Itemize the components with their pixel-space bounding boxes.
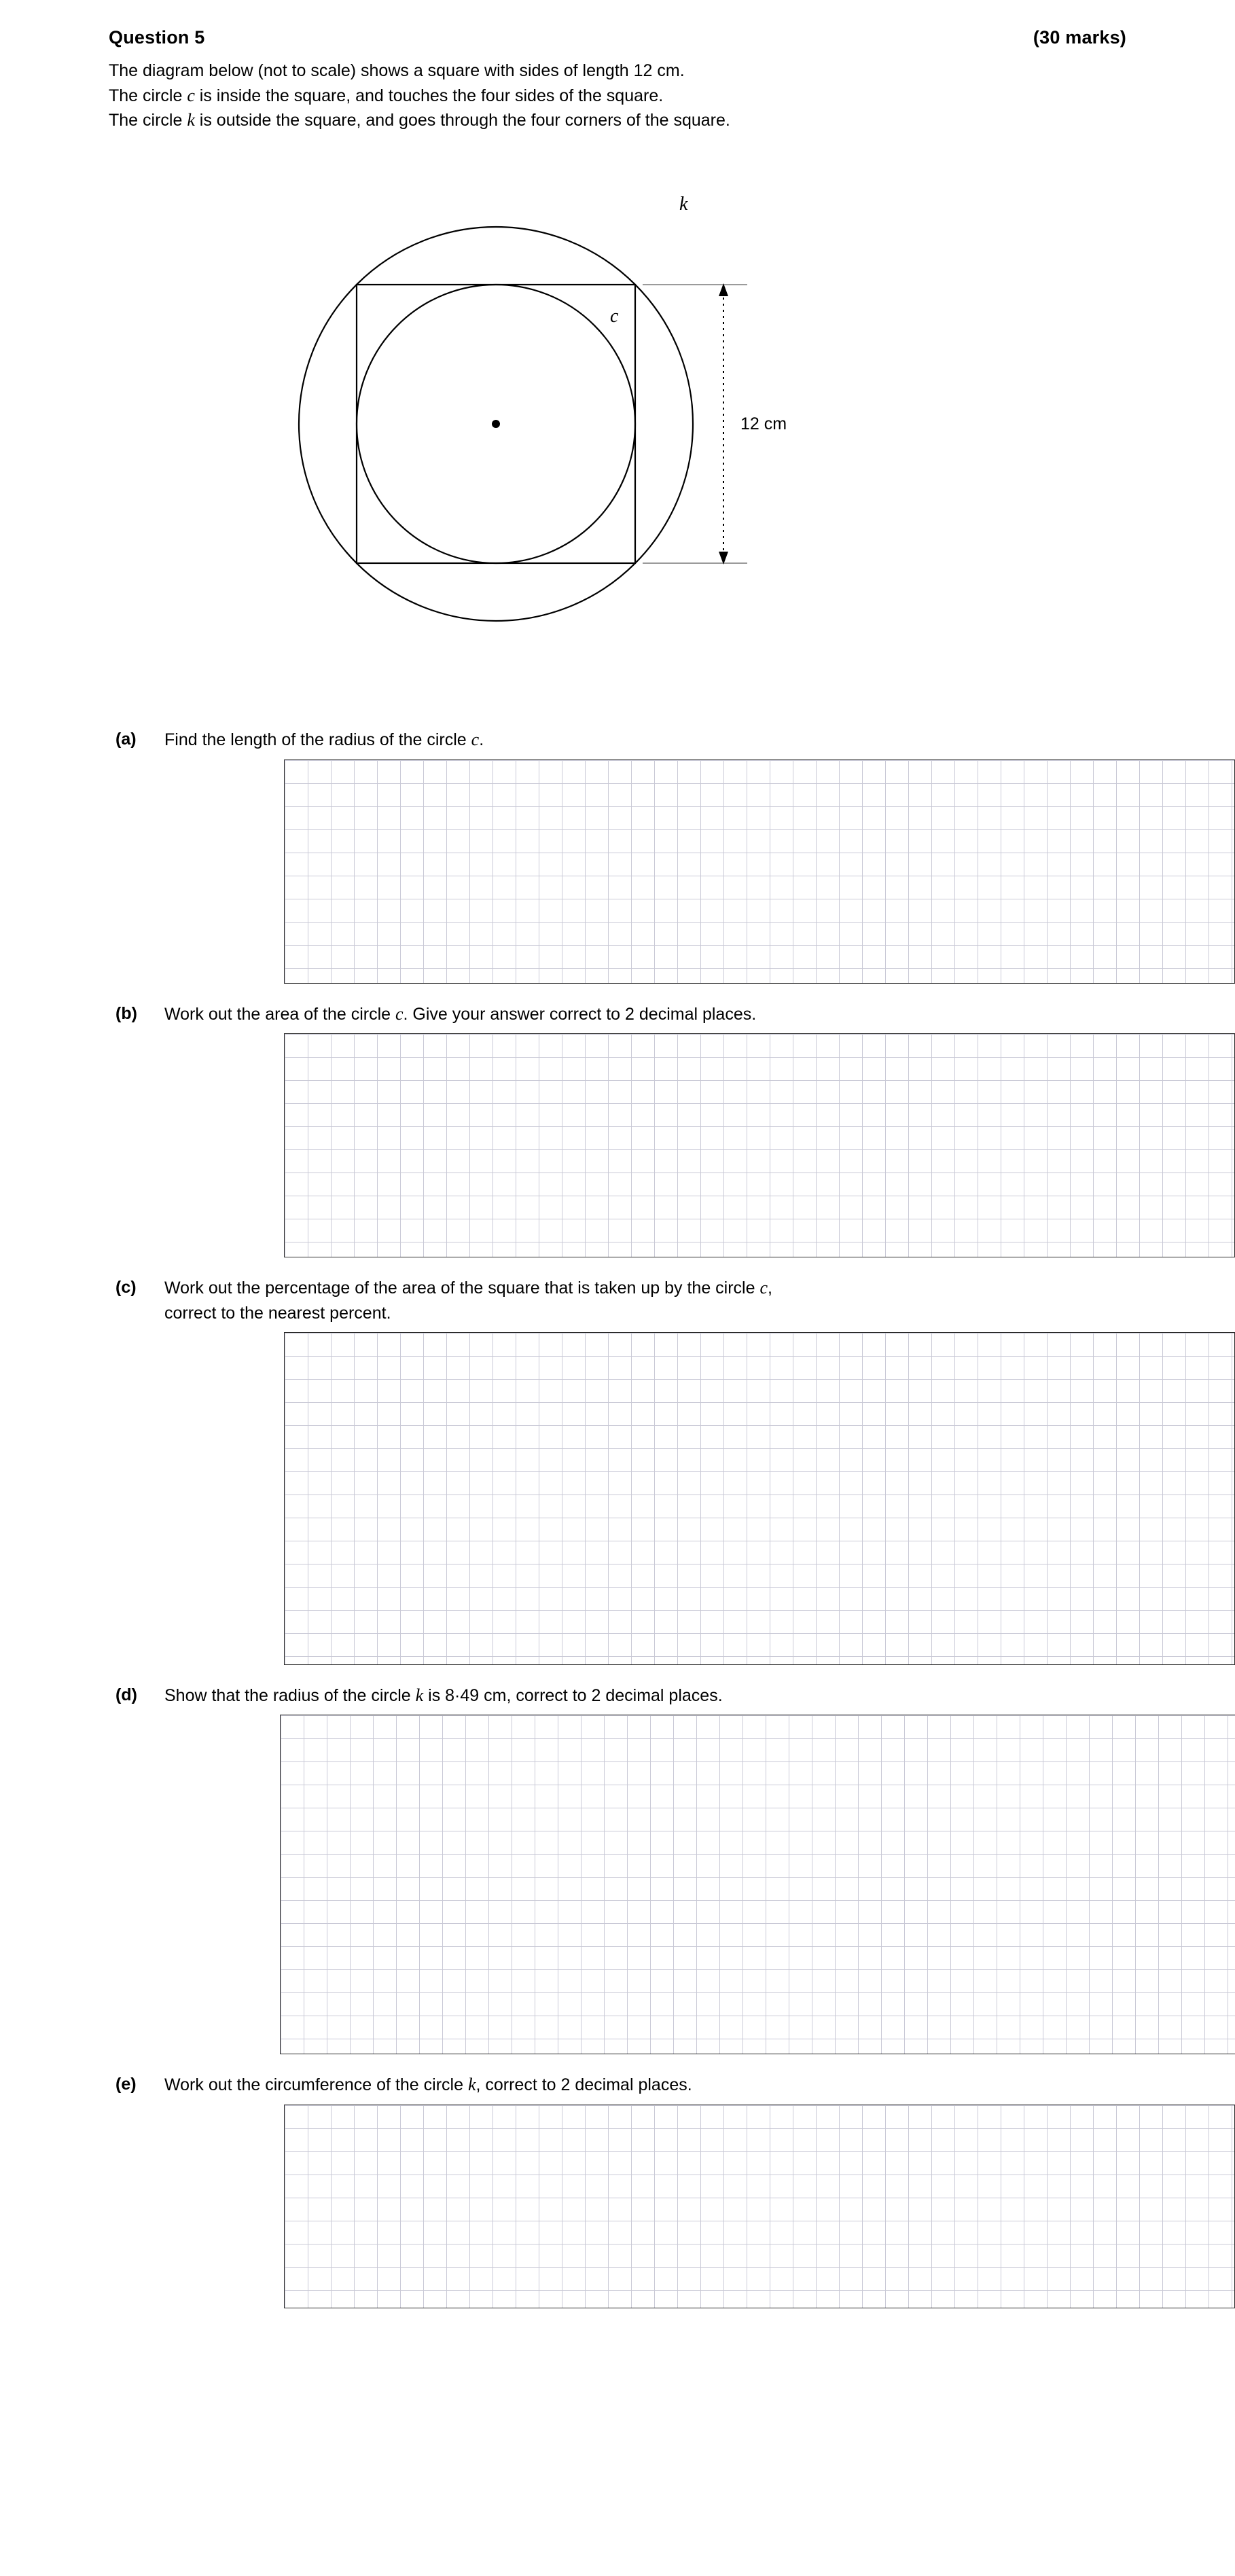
part-c-prompt: [109, 1275, 1126, 1325]
answer-box-b[interactable]: [284, 1033, 1235, 1257]
marks-badge: (30 marks): [1033, 27, 1126, 48]
geometry-diagram: [109, 145, 1126, 709]
inner-circle-label: c: [610, 306, 619, 327]
part-e-text-var: k: [467, 2075, 476, 2095]
part-a-text-var: c: [471, 730, 480, 750]
part-e-label: (e): [115, 2075, 137, 2094]
part-c-text-var: c: [759, 1278, 768, 1298]
part-b-text: [164, 1001, 1126, 1026]
part-e-text-pre: Work out the circumference of the circle: [164, 2075, 468, 2095]
part-d-label: (d): [115, 1685, 137, 1704]
dimension-arrow-head-top: [719, 283, 728, 296]
part-b: [109, 1001, 1126, 1257]
page-title: Question 5: [109, 27, 205, 48]
part-e-text-post: , correct to 2 decimal places.: [476, 2075, 692, 2095]
part-b-text-var: c: [395, 1003, 404, 1024]
part-a-text-post: .: [479, 730, 484, 750]
intro-line-3-post: is outside the square, and goes through the four corners of the square.: [194, 111, 730, 130]
part-c-label: (c): [115, 1278, 137, 1298]
answer-box-e[interactable]: [284, 2105, 1235, 2308]
intro-line-3-pre: The circle: [109, 111, 187, 130]
part-a-text: [164, 727, 1126, 752]
part-b-text-pre: Work out the area of the circle: [164, 1004, 395, 1024]
part-c-text-post: ,: [768, 1278, 772, 1298]
outer-circle-label: k: [679, 194, 688, 215]
intro-line-2-pre: The circle: [109, 86, 187, 105]
part-a: [109, 727, 1126, 983]
part-d-prompt: [109, 1683, 1126, 1708]
dimension-label: 12 cm: [740, 414, 787, 434]
part-d-text-post: is 8·49 cm, correct to 2 decimal places.: [423, 1685, 723, 1705]
part-c: [109, 1275, 1126, 1664]
centre-point: [492, 420, 500, 428]
answer-box-a[interactable]: [284, 759, 1235, 984]
answer-box-c[interactable]: [284, 1332, 1235, 1665]
intro-line-2: [109, 84, 1126, 109]
part-b-text-post: . Give your answer correct to 2 decimal places.: [403, 1004, 757, 1024]
part-e: [109, 2072, 1126, 2308]
part-b-prompt: [109, 1001, 1126, 1026]
intro-line-2-post: is inside the square, and touches the four sides of the square.: [194, 86, 664, 105]
part-d-text-var: k: [415, 1685, 424, 1705]
intro-line-3: [109, 108, 1126, 133]
part-d: [109, 1683, 1126, 2054]
part-e-prompt: [109, 2072, 1126, 2097]
part-a-text-pre: Find the length of the radius of the circle: [164, 730, 471, 750]
part-b-label: (b): [115, 1003, 137, 1023]
part-d-text-pre: Show that the radius of the circle: [164, 1685, 416, 1705]
part-c-text: [164, 1275, 1126, 1325]
dimension-arrow-head-bottom: [719, 552, 728, 565]
question-header: [109, 27, 1126, 48]
part-e-text: [164, 2072, 1126, 2097]
part-a-prompt: [109, 727, 1126, 752]
intro-line-2-var: c: [187, 85, 195, 105]
question-intro: [109, 59, 1126, 133]
part-c-text-pre: Work out the percentage of the area of the square that is taken up by the circle: [164, 1278, 760, 1298]
intro-line-3-var: k: [187, 110, 195, 130]
intro-line-1: The diagram below (not to scale) shows a square with sides of length 12 cm.: [109, 61, 685, 80]
part-c-text-line-2: correct to the nearest percent.: [164, 1303, 391, 1323]
part-d-text: [164, 1683, 1126, 1708]
part-a-label: (a): [115, 730, 137, 749]
answer-box-d[interactable]: [280, 1715, 1235, 2054]
